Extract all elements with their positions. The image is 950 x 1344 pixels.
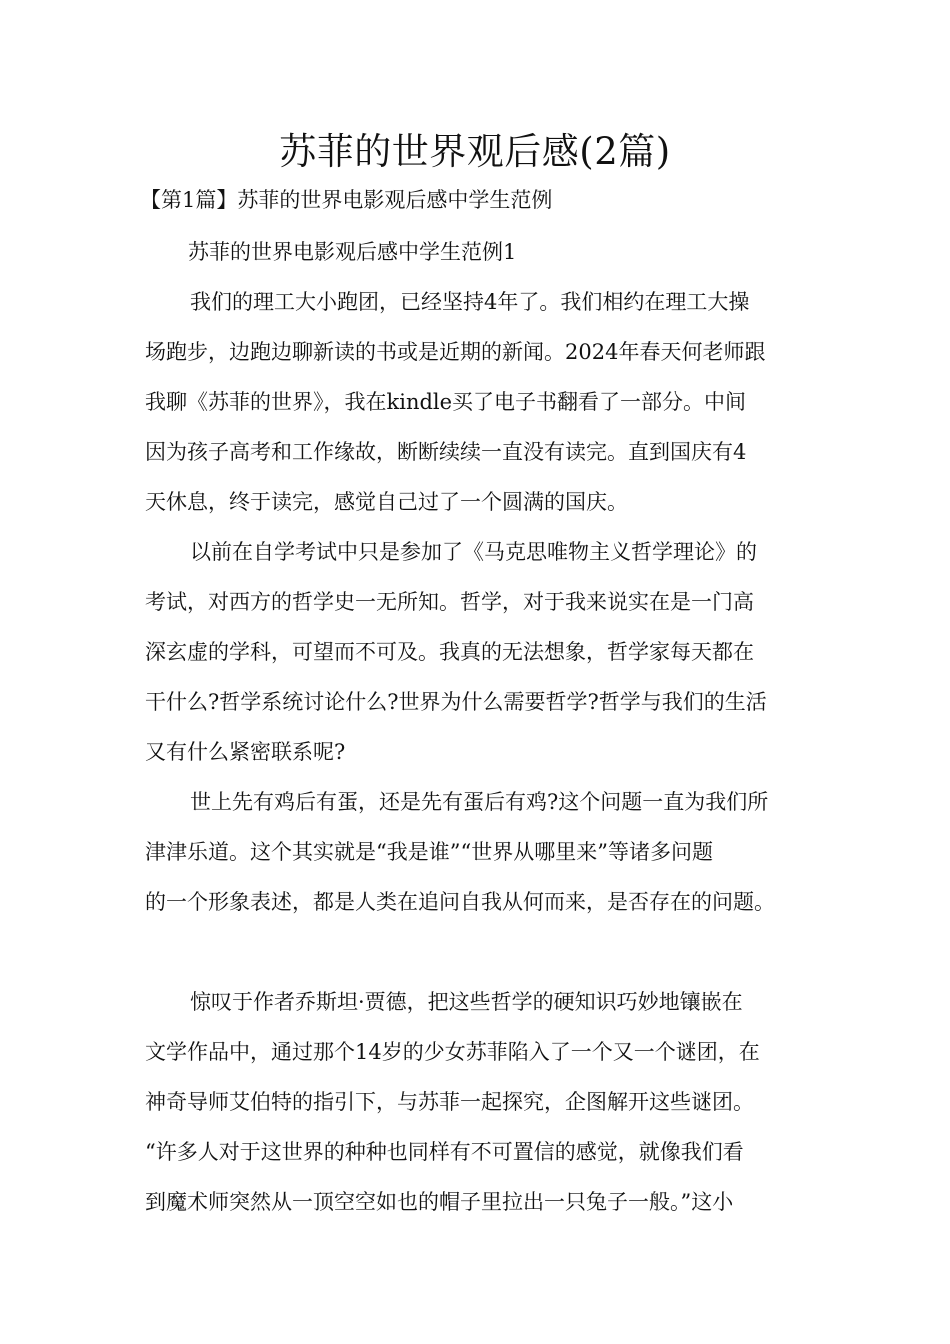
text-line: 场跑步，边跑边聊新读的书或是近期的新闻。2024年春天何老师跟 <box>145 340 766 364</box>
text-line: 我们的理工大小跑团，已经坚持4年了。我们相约在理工大操 <box>190 290 750 314</box>
section-heading: 【第1篇】苏菲的世界电影观后感中学生范例 <box>140 188 553 212</box>
text-line: 深玄虚的学科，可望而不可及。我真的无法想象，哲学家每天都在 <box>145 640 754 664</box>
sub-heading: 苏菲的世界电影观后感中学生范例1 <box>188 240 517 264</box>
text-line: 世上先有鸡后有蛋，还是先有蛋后有鸡?这个问题一直为我们所 <box>190 790 769 814</box>
text-line: 我聊《苏菲的世界》，我在kindle买了电子书翻看了一部分。中间 <box>145 390 747 414</box>
text-line: 神奇导师艾伯特的指引下，与苏菲一起探究，企图解开这些谜团。 <box>145 1090 754 1114</box>
text-line: 津津乐道。这个其实就是“我是谁”“世界从哪里来”等诸多问题 <box>145 840 713 864</box>
text-line: 文学作品中，通过那个14岁的少女苏菲陷入了一个又一个谜团，在 <box>145 1040 760 1064</box>
text-line: 考试，对西方的哲学史一无所知。哲学，对于我来说实在是一门高 <box>145 590 754 614</box>
text-line: 以前在自学考试中只是参加了《马克思唯物主义哲学理论》的 <box>190 540 757 564</box>
text-line: 干什么?哲学系统讨论什么?世界为什么需要哲学?哲学与我们的生活 <box>145 690 767 714</box>
text-line: 因为孩子高考和工作缘故，断断续续一直没有读完。直到国庆有4 <box>145 440 747 464</box>
text-line: 又有什么紧密联系呢? <box>145 740 346 764</box>
text-line: 到魔术师突然从一顶空空如也的帽子里拉出一只兔子一般。”这小 <box>145 1190 734 1214</box>
text-line: 天休息，终于读完，感觉自己过了一个圆满的国庆。 <box>145 490 628 514</box>
text-line: 惊叹于作者乔斯坦·贾德，把这些哲学的硬知识巧妙地镶嵌在 <box>190 990 743 1014</box>
document-title: 苏菲的世界观后感(2篇) <box>279 130 671 173</box>
text-line: 的一个形象表述，都是人类在追问自我从何而来，是否存在的问题。 <box>145 890 775 914</box>
text-line: “许多人对于这世界的种种也同样有不可置信的感觉，就像我们看 <box>145 1140 744 1164</box>
